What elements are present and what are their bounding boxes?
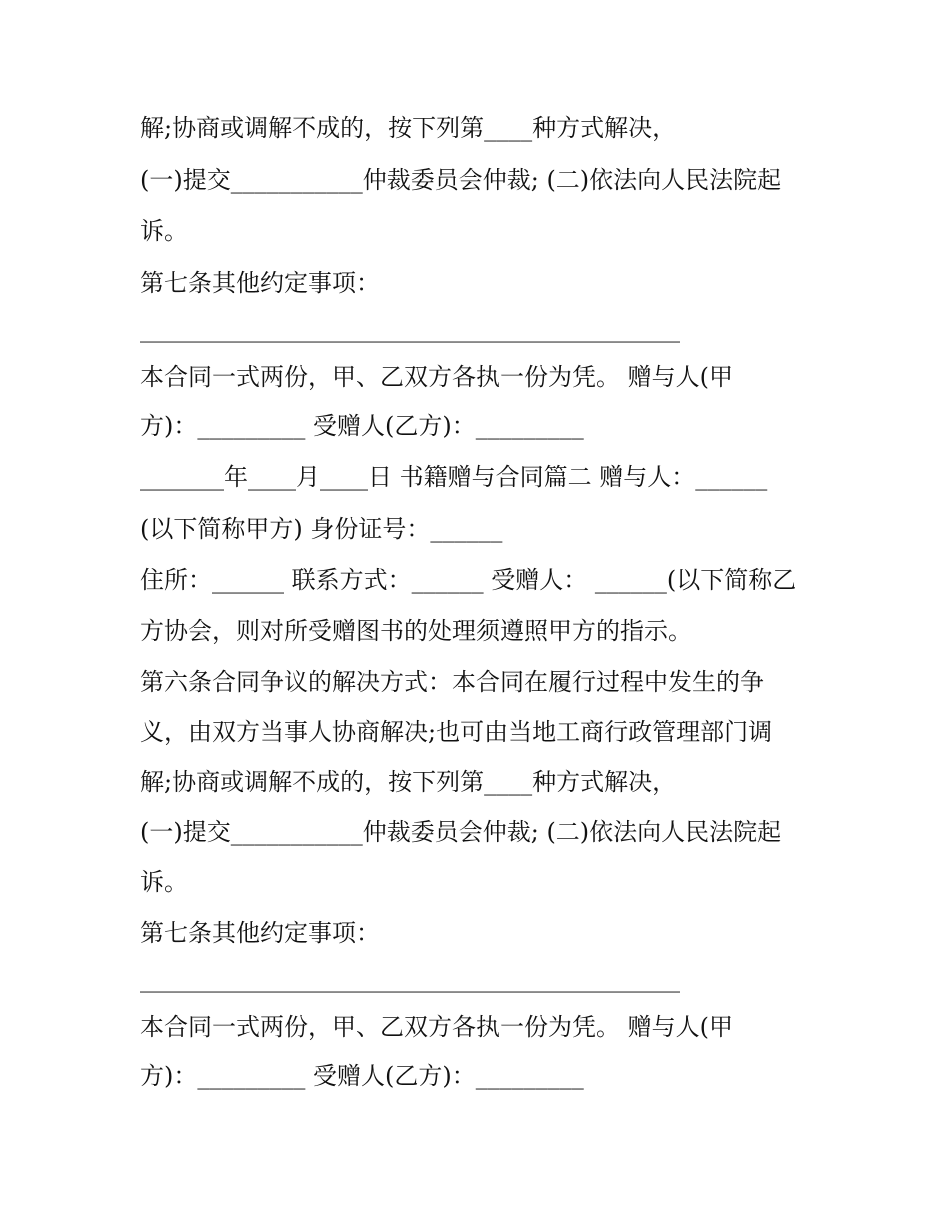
text-line-article-seven: 第七条其他约定事项：: [140, 269, 380, 297]
text-line-arbitration-option: (一)提交___________仲裁委员会仲裁; (二)依法向人民法院起: [140, 166, 782, 194]
text-line-article-seven-2: 第七条其他约定事项：: [140, 919, 380, 947]
text-line-blank-fill-2: _____________________________________________: [140, 965, 680, 993]
text-line-dispute-resolution: 解;协商或调解不成的，按下列第____种方式解决，: [140, 114, 677, 142]
text-line-negotiation: 义，由双方当事人协商解决;也可由当地工商行政管理部门调: [140, 718, 773, 746]
text-line-lawsuit-end-2: 诉。: [140, 868, 188, 896]
text-line-id-number: (以下简称甲方) 身份证号：______: [140, 515, 503, 543]
text-line-blank-fill: _____________________________________________: [140, 315, 680, 343]
text-line-party-signatures-2: 方)：_________ 受赠人(乙方)：_________: [140, 1062, 584, 1090]
text-line-party-signatures: 方)：_________ 受赠人(乙方)：_________: [140, 412, 584, 440]
text-line-lawsuit-end: 诉。: [140, 217, 188, 245]
text-line-copies-clause-2: 本合同一式两份，甲、乙双方各执一份为凭。 赠与人(甲: [140, 1013, 733, 1041]
text-line-dispute-resolution-2: 解;协商或调解不成的，按下列第____种方式解决，: [140, 768, 677, 796]
text-line-address-contact: 住所：______ 联系方式：______ 受赠人： ______(以下简称乙: [140, 566, 797, 594]
text-line-article-six: 第六条合同争议的解决方式：本合同在履行过程中发生的争: [140, 668, 764, 696]
text-line-date-and-title: _______年____月____日 书籍赠与合同篇二 赠与人：______: [140, 463, 768, 491]
text-line-book-handling: 方协会，则对所受赠图书的处理须遵照甲方的指示。: [140, 617, 692, 645]
text-line-copies-clause: 本合同一式两份，甲、乙双方各执一份为凭。 赠与人(甲: [140, 363, 733, 391]
text-line-arbitration-option-2: (一)提交___________仲裁委员会仲裁; (二)依法向人民法院起: [140, 818, 782, 846]
